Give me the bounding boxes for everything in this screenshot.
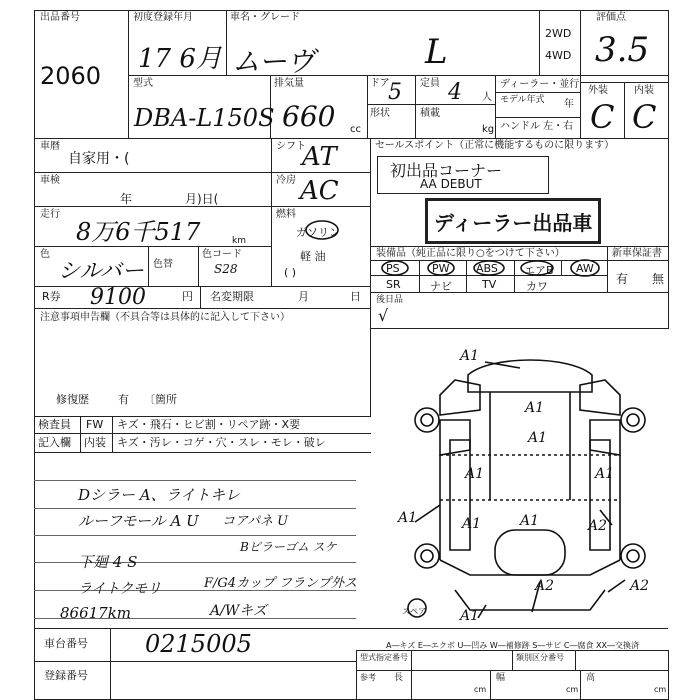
length-label: 長 [394,673,404,683]
dealer-stamp-text: ディーラー出品車 [434,211,593,235]
circle-mark [428,261,454,275]
fw-label: FW [86,418,104,431]
model-value: ムーヴ [232,45,315,78]
equip-airbag: エアB [524,264,554,277]
color-change-label: 色替 [153,259,173,270]
height-label: 高 [586,673,596,683]
displacement-value: 660 [282,100,336,133]
wheel-fl [415,408,439,432]
name-change-month: 月 [298,290,309,303]
interior-value: C [632,98,657,136]
fuel-diesel: 軽 油 [300,250,326,263]
circle-mark [571,260,599,276]
shift-value: AT [302,142,337,172]
doors-value: 5 [388,80,402,105]
a-pillar-left [440,380,480,415]
mileage-unit: km [232,236,246,246]
history-value: 自家用・( [68,151,130,167]
displacement-unit: cc [350,124,361,135]
equipment-label: 装備品（純正品に限り○をつけて下さい） [376,248,565,259]
note-line: F/G4カップ フランプ外ス [204,576,358,591]
width-label: 幅 [496,673,506,683]
damage-mark: A1 [520,513,540,529]
score-value: 3.5 [595,30,650,70]
equip-pw: PW [432,262,450,275]
later-mark: √ [378,306,389,325]
reg-label: 登録番号 [44,669,88,682]
exterior-label: 外装 [588,85,608,96]
capacity-value: 4 [448,80,462,105]
handle-label: ハンドル 左・右 [500,121,574,132]
recycle-value: 9100 [90,285,146,310]
shift-label: シフト [276,141,306,152]
load-label: 積載 [420,108,440,119]
damage-mark: A1 [460,348,480,364]
interior-label: 内装 [84,436,106,449]
damage-mark: A1 [460,608,480,624]
cm-unit: cm [474,685,487,694]
dealer-label: ディーラー・並行 [500,79,580,90]
wheel-rl [415,544,439,568]
circle-mark [382,261,408,275]
damage-mark: A2 [588,518,608,534]
mileage-value: 8万6千517 [76,218,201,246]
damage-mark: A1 [398,510,418,526]
interior-text: キズ・汚レ・コゲ・穴・スレ・モレ・破レ [117,436,326,449]
wheel-fr [621,408,645,432]
model-label: 車名・グレード [230,12,300,23]
equip-abs: ABS [476,262,498,275]
color-value: シルバー [58,259,144,284]
fuel-label: 燃料 [276,209,296,220]
warranty-no: 無 [652,272,665,286]
damage-mark: A2 [630,578,650,594]
name-change-label: 名変期限 [210,290,254,303]
ac-label: 冷房 [276,175,296,186]
load-unit: kg [482,124,495,135]
a-pillar-right [580,380,620,415]
note-line: 86617km [60,604,132,622]
equip-leather: カワ [526,280,548,293]
history-label: 車暦 [40,141,60,152]
mileage-label: 走行 [40,209,60,220]
class-label: 類別区分番号 [516,653,564,662]
roof-top [468,360,592,392]
fw-text: キズ・飛石・ヒビ割・リペア跡・X要 [117,418,301,431]
equip-tv: TV [482,278,497,291]
recycle-label: R券 [42,290,61,303]
warranty-label: 新車保証書 [612,248,662,259]
type-label: 型式 [133,78,153,89]
displacement-label: 排気量 [274,78,304,89]
grade-value: L [425,32,448,72]
first-reg-label: 初度登録年月 [133,12,193,23]
equip-sr: SR [386,278,401,291]
type-value: DBA-L150S [134,104,275,132]
later-label: 後日品 [376,295,404,305]
debut-stamp-line2: AA DEBUT [420,177,482,191]
note-line: A/Wキズ [210,603,267,619]
interior-label: 内装 [634,85,654,96]
inspection-month: 月)日( [185,192,219,206]
debut-stamp-line1: 初出品コーナー [390,161,503,180]
exterior-value: C [590,98,615,136]
lot-number: 2060 [40,62,102,90]
damage-mark: A1 [462,516,482,532]
drive-4wd: 4WD [545,49,572,62]
shape-label: 形状 [370,108,390,119]
capacity-label: 定員 [420,78,440,89]
design-label: 型式指定番号 [360,653,408,662]
inspector-label-2: 記入欄 [38,436,71,449]
note-line: 下廻 4 S [78,553,138,571]
chassis-label: 車台番号 [44,637,88,650]
rear-window [495,530,565,575]
note-line: ルーフモール A U [78,512,199,530]
year-unit: 年 [564,99,574,110]
note-line: コアパネ U [222,514,289,529]
lot-label: 出品番号 [40,12,80,23]
repair-label: 修復歴 [56,393,89,406]
equip-ps: PS [386,262,400,275]
wheel-rr [621,544,645,568]
color-code-label: 色コード [202,249,242,260]
repair-yes: 有 [118,393,129,406]
first-reg-value: 17 6月 [138,44,222,74]
damage-mark: A1 [528,430,548,446]
model-year-label: モデル年式 [500,95,545,105]
doors-label: ドア [370,78,390,89]
legend: A―キズ E―エクボ U―凹み W―補修跡 S―サビ C―腐食 XX―交換済 [386,641,640,650]
warranty-yes: 有 [616,272,629,286]
cm-unit: cm [566,685,579,694]
recycle-unit: 円 [182,290,193,303]
ac-value: AC [300,176,339,206]
equip-aw: AW [576,262,594,275]
notes-label: 注意事項申告欄（不具合等は具体的に記入して下さい） [40,312,290,323]
note-line: Bピラーゴム スケ [240,540,337,554]
circle-mark [306,221,338,239]
circle-mark [474,261,504,275]
sales-label: セールスポイント（正常に機能するものに限ります） [375,140,615,151]
score-label: 評価点 [596,12,626,23]
inspection-label: 車検 [40,175,60,186]
inspection-year: 年 [120,192,133,206]
equip-navi: ナビ [430,280,452,293]
fuel-gas: ガソリン [296,226,340,239]
damage-mark: A2 [535,578,555,594]
circle-mark [521,261,553,275]
spare-label: スペア [402,607,426,616]
damage-mark: A1 [465,466,485,482]
chassis-value: 0215005 [145,630,252,658]
note-line: ライトクモリ [78,581,162,597]
color-label: 色 [40,249,50,260]
inspector-label: 検査員 [38,418,71,431]
drive-2wd: 2WD [545,27,572,40]
color-code-value: S28 [214,262,238,276]
name-change-day: 日 [350,290,361,303]
fuel-paren: ( ) [284,266,297,279]
damage-mark: A1 [595,466,615,482]
capacity-unit: 人 [482,92,492,103]
repair-place: 〔箇所 [144,393,177,406]
cm-unit: cm [654,685,667,694]
note-line: Dシラー A、ライトキレ [78,486,241,504]
ref-label: 参考 [360,673,376,682]
damage-mark: A1 [525,400,545,416]
